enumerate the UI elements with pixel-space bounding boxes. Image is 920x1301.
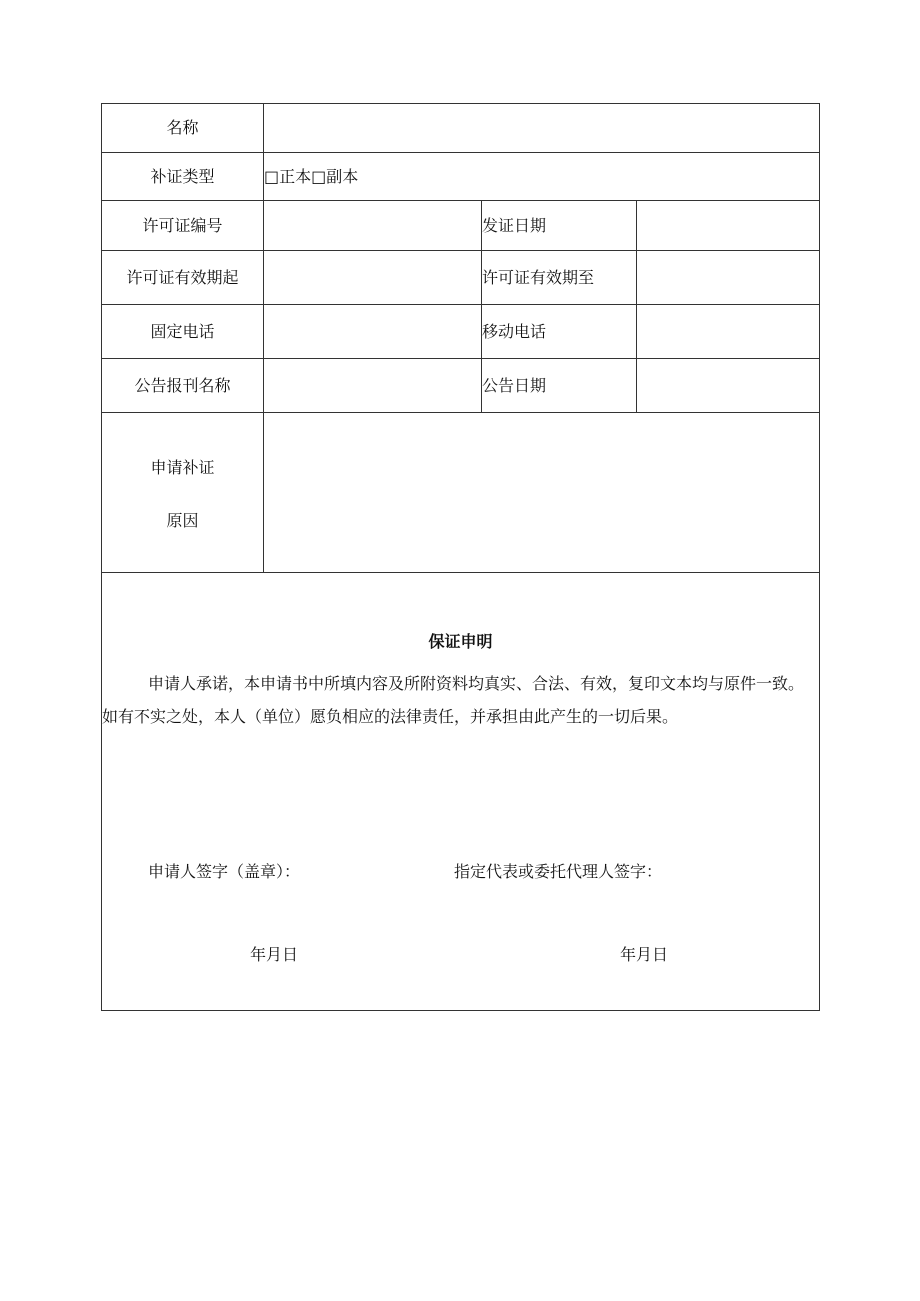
landline-input[interactable]	[264, 305, 481, 358]
declaration-line2: 如有不实之处，本人（单位）愿负相应的法律责任，并承担由此产生的一切后果。	[102, 707, 679, 726]
agent-signature-label: 指定代表或委托代理人签字：	[454, 862, 663, 881]
mobile-input[interactable]	[637, 305, 819, 358]
reason-input[interactable]	[264, 413, 819, 572]
mobile-label: 移动电话	[482, 321, 547, 341]
valid-to-label: 许可证有效期至	[482, 267, 595, 287]
cert-type-options[interactable]: □正本□副本	[264, 166, 359, 186]
valid-from-input[interactable]	[264, 251, 481, 304]
license-no-input[interactable]	[264, 201, 481, 250]
announce-date-input[interactable]	[637, 359, 819, 412]
issue-date-label: 发证日期	[482, 215, 547, 235]
announce-date-label: 公告日期	[482, 375, 547, 395]
issue-date-input[interactable]	[637, 201, 819, 250]
name-input[interactable]	[264, 104, 819, 152]
row-divider	[102, 572, 819, 573]
name-label: 名称	[166, 118, 199, 137]
newspaper-input[interactable]	[264, 359, 481, 412]
agent-date: 年月日	[620, 945, 669, 964]
valid-to-input[interactable]	[637, 251, 819, 304]
applicant-date: 年月日	[250, 945, 299, 964]
valid-from-label: 许可证有效期起	[126, 267, 239, 287]
cert-type-label: 补证类型	[150, 166, 215, 186]
newspaper-label: 公告报刊名称	[134, 375, 231, 395]
declaration-title: 保证申明	[428, 632, 493, 651]
applicant-signature-label: 申请人签字（盖章）：	[148, 862, 301, 881]
declaration-line1: 申请人承诺，本申请书中所填内容及所附资料均真实、合法、有效，复印文本均与原件一致。	[148, 674, 805, 693]
license-no-label: 许可证编号	[142, 215, 223, 235]
reason-label-line2: 原因	[166, 511, 199, 530]
reason-label-line1: 申请补证	[150, 458, 215, 477]
landline-label: 固定电话	[150, 321, 215, 341]
application-form	[101, 103, 820, 1011]
